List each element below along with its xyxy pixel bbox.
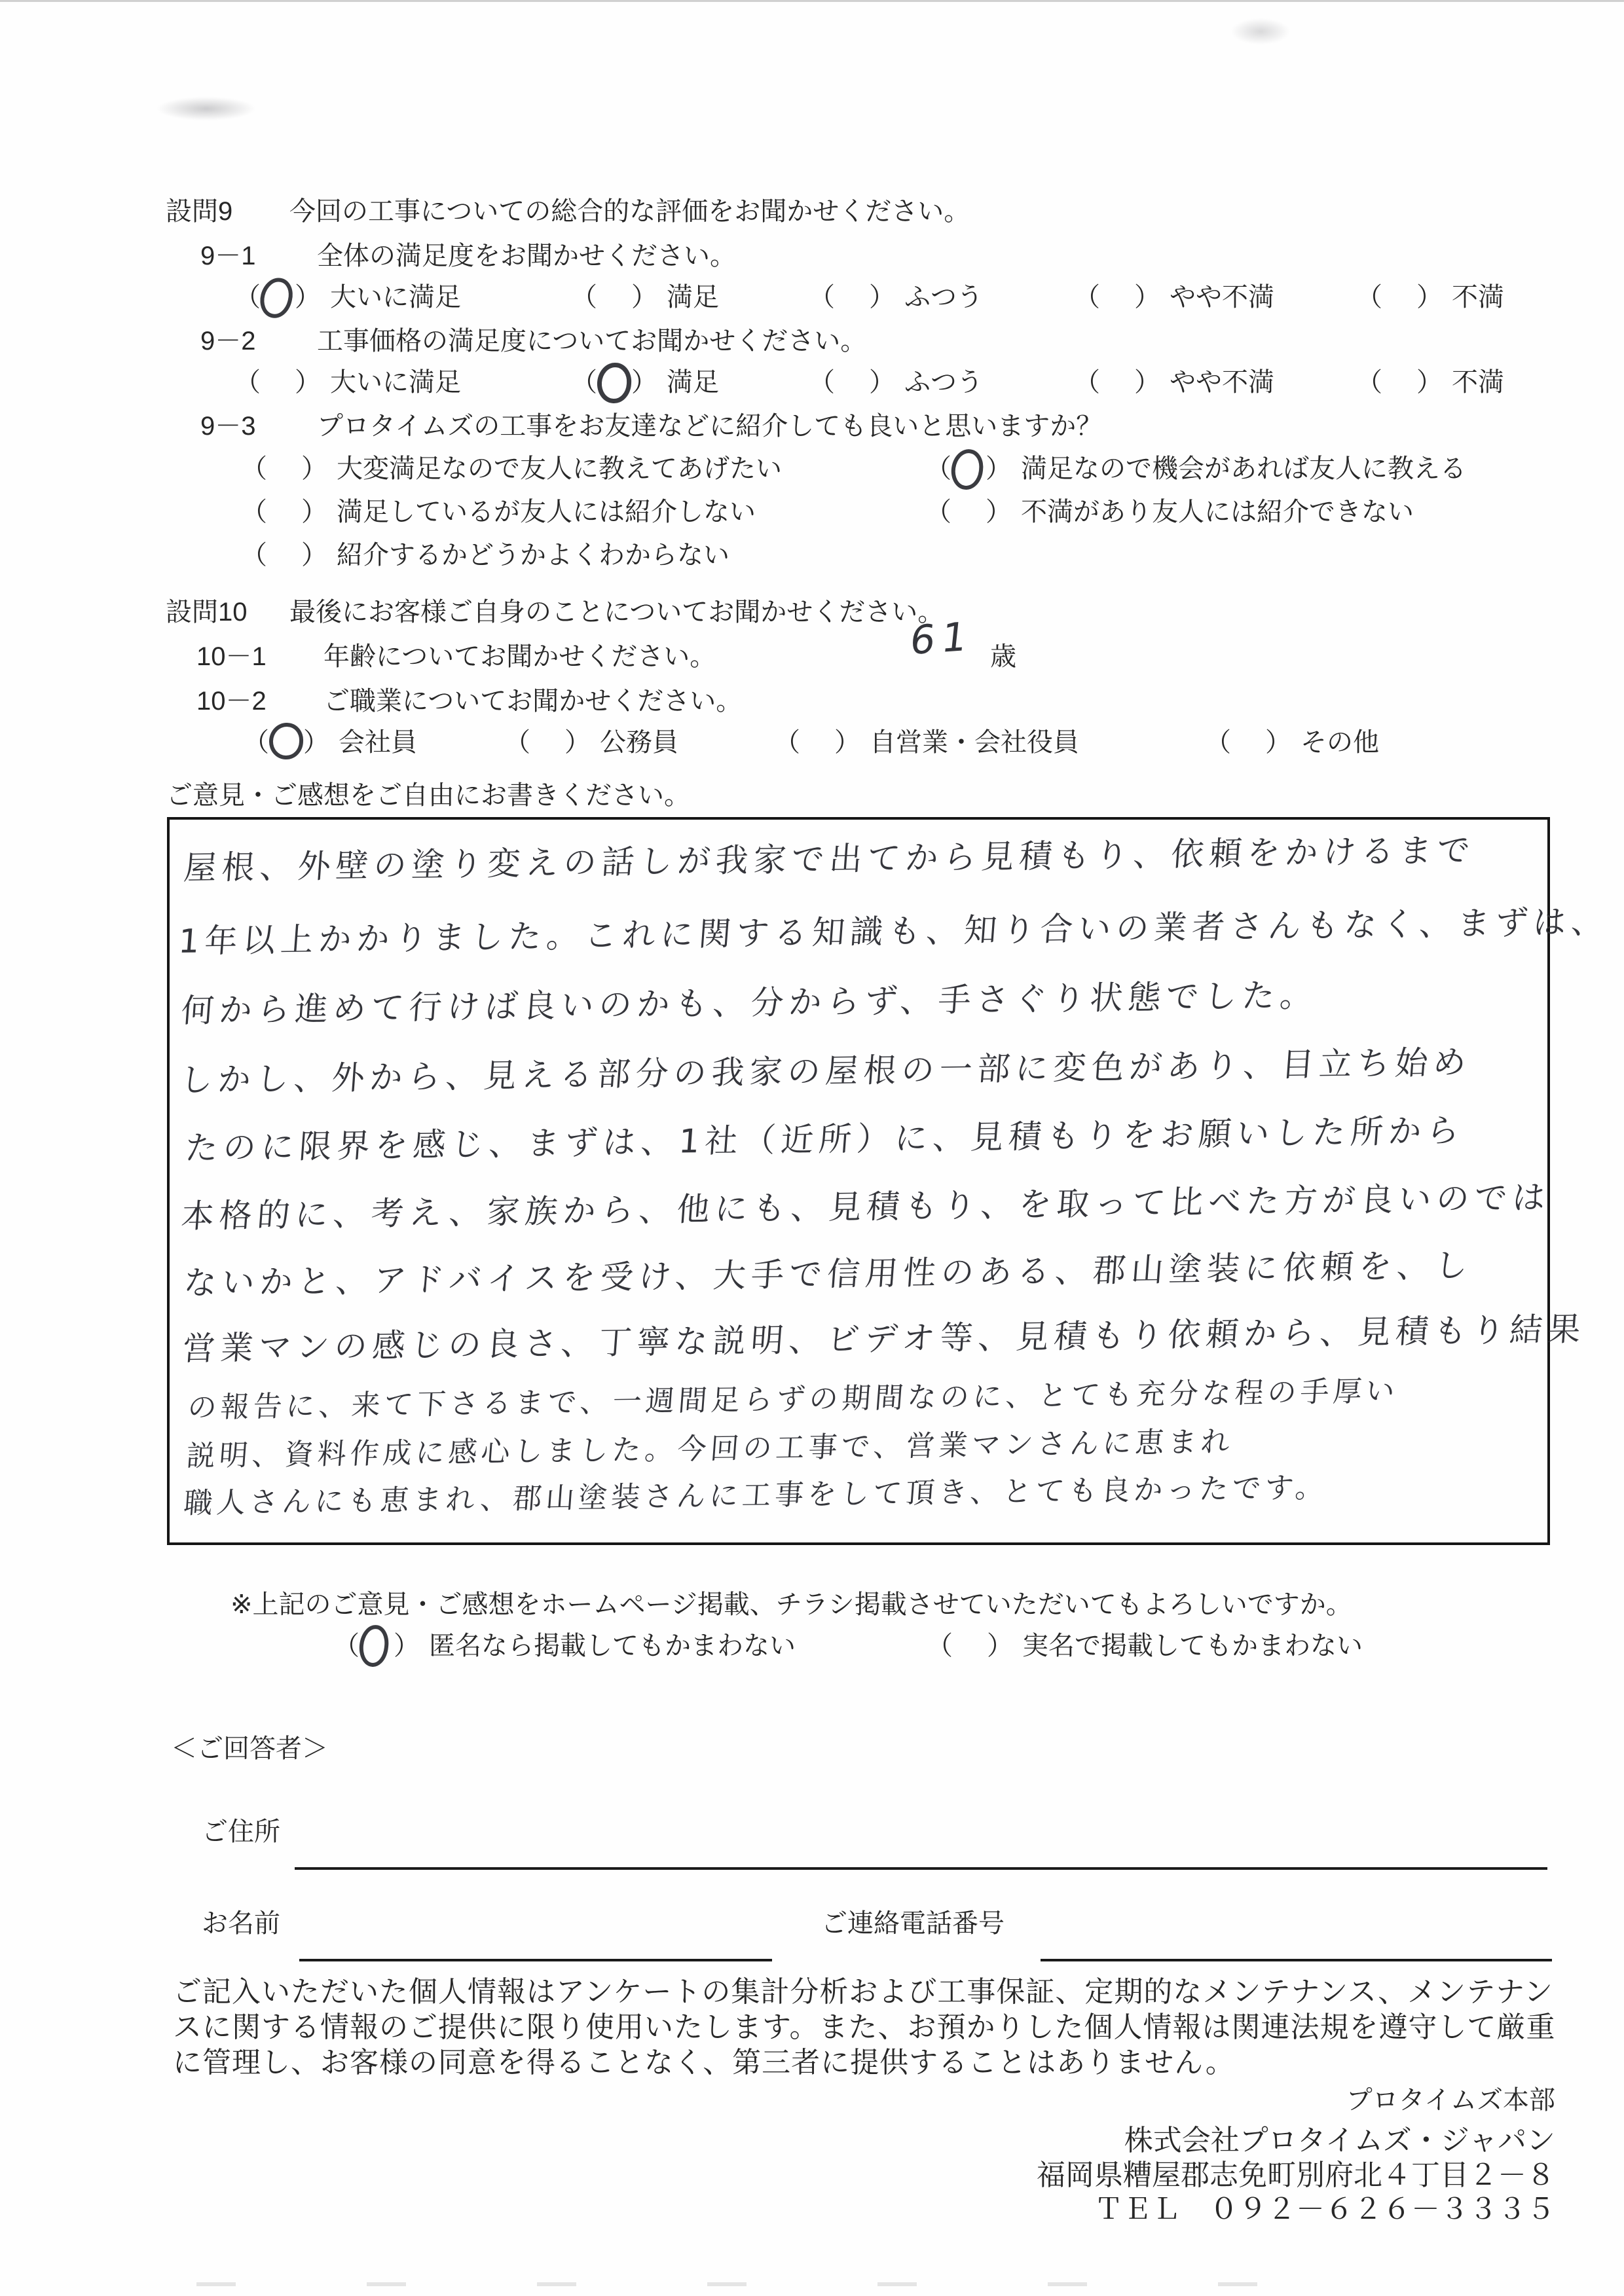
answer-slot <box>267 542 301 570</box>
paren-close: ） <box>303 728 329 757</box>
paren-close: ） <box>834 728 860 757</box>
option-label: 紹介するかどうかよくわからない <box>337 541 729 570</box>
paren-close: ） <box>631 368 657 397</box>
address-label: ご住所 <box>202 1817 280 1846</box>
answer-slot <box>261 284 295 312</box>
option-label: 会社員 <box>339 728 417 757</box>
option-label: 匿名なら掲載してもかまわない <box>429 1631 796 1660</box>
option-label: 満足なので機会があれば友人に教える <box>1021 454 1466 483</box>
q10-number: 設問10 <box>166 598 248 627</box>
handwritten-circle-mark <box>268 722 304 760</box>
paren-open: （ <box>1205 728 1231 757</box>
privacy-text-line: ご記入いただいた個人情報はアンケートの集計分析および工事保証、定期的なメンテナンス、メンテナン <box>173 1976 1553 2008</box>
paren-close: ） <box>986 498 1012 526</box>
option-label: 大変満足なので友人に教えてあげたい <box>337 454 782 483</box>
paren-close: ） <box>301 454 327 483</box>
handwritten-comment-line: の報告に、来て下さるまで、一週間足らずの期間なのに、とても充分な程の手厚い <box>186 1374 1400 1425</box>
paren-close: ） <box>631 283 657 312</box>
comment-box <box>167 817 1611 1545</box>
publish-consent-note: ※上記のご意見・ご感想をホームページ掲載、チラシ掲載させていただいてもよろしいですか。 <box>231 1590 1352 1619</box>
paren-open: （ <box>504 728 530 757</box>
handwritten-comment-line: しかし、外から、見える部分の我家の屋根の一部に変色があり、目立ち始め <box>178 1043 1473 1100</box>
paren-close: ） <box>986 454 1012 483</box>
handwritten-comment-line: 説明、資料作成に感心しました。今回の工事で、営業マンさんに恵まれ <box>185 1425 1235 1474</box>
answer-slot <box>360 1633 394 1660</box>
paren-open: （ <box>234 283 261 312</box>
opt-q91-somewhat-dissatisfied <box>1074 283 1274 312</box>
option-label: 不満があり友人には紹介できない <box>1021 498 1414 526</box>
option-label: ふつう <box>904 368 983 397</box>
handwritten-comment-line: ないかと、アドバイスを受け、大手で信用性のある、郡山塗装に依頼を、し <box>182 1246 1475 1303</box>
opt-q93-dissatisfied-no-referral <box>925 498 1414 526</box>
paren-open: （ <box>1074 283 1100 312</box>
handwritten-comment-line: 職人さんにも恵まれ、郡山塗装さんに工事をして頂き、とても良かったです。 <box>182 1470 1329 1521</box>
paren-open: （ <box>809 368 835 397</box>
answer-slot <box>951 499 986 526</box>
scan-artifact <box>1231 18 1290 45</box>
paren-open: （ <box>234 368 261 397</box>
answer-slot <box>835 284 869 312</box>
opt-q91-dissatisfied <box>1356 283 1504 312</box>
footer-dept: プロタイムズ本部 <box>1346 2086 1555 2115</box>
q9-3-number: 9－3 <box>200 412 256 441</box>
option-label: やや不満 <box>1170 368 1274 397</box>
opt-q92-normal <box>809 368 983 397</box>
handwritten-comment-line: 何から進めて行けば良いのかも、分からず、手さぐり状態でした。 <box>179 975 1320 1030</box>
opt-q93-not-sure <box>241 541 729 570</box>
option-label: やや不満 <box>1170 283 1274 312</box>
option-label: 大いに満足 <box>330 368 461 397</box>
handwritten-comment-line: 本格的に、考え、家族から、他にも、見積もり、を取って比べた方が良いのでは <box>179 1178 1552 1236</box>
answer-slot <box>530 729 564 757</box>
paren-open: （ <box>1074 368 1100 397</box>
paren-close: ） <box>987 1631 1013 1660</box>
handwritten-comment-line: 屋根、外壁の塗り変えの話しが我家で出てから見積もり、依頼をかけるまで <box>182 831 1477 888</box>
answer-slot <box>1231 729 1265 757</box>
opt-q102-public-servant <box>504 728 678 757</box>
scan-artifact <box>157 97 255 120</box>
footer-company: 株式会社プロタイムズ・ジャパン <box>1124 2124 1555 2157</box>
opt-q92-somewhat-dissatisfied <box>1074 368 1274 397</box>
handwritten-circle-mark <box>358 1624 390 1668</box>
paren-close: ） <box>295 283 321 312</box>
opt-q92-very-satisfied <box>234 368 461 397</box>
paren-close: ） <box>1265 728 1291 757</box>
answer-slot <box>597 369 631 397</box>
paren-open: （ <box>571 368 597 397</box>
q10-1-title: 年齢についてお聞かせください。 <box>323 642 716 671</box>
opt-q93-tell-friends <box>241 454 782 483</box>
opt-q91-satisfied <box>571 283 719 312</box>
handwritten-circle-mark <box>596 361 633 404</box>
q9-2-title: 工事価格の満足度についてお聞かせください。 <box>317 327 867 355</box>
opt-q92-dissatisfied <box>1356 368 1504 397</box>
paren-open: （ <box>927 1631 953 1660</box>
option-label: 自営業・会社役員 <box>870 728 1079 757</box>
opt-q102-company-employee <box>243 728 417 757</box>
privacy-text-line: に管理し、お客様の同意を得ることなく、第三者に提供することはありません。 <box>173 2047 1235 2079</box>
answer-slot <box>951 456 986 483</box>
option-label: 公務員 <box>600 728 678 757</box>
opt-q93-tell-if-chance <box>925 454 1466 483</box>
phone-label: ご連絡電話番号 <box>821 1909 1005 1938</box>
age-unit-label: 歳 <box>990 642 1016 671</box>
q9-number: 設問9 <box>166 197 233 226</box>
handwritten-circle-mark <box>256 274 297 321</box>
opt-q91-very-satisfied <box>234 283 461 312</box>
paren-close: ） <box>301 498 327 526</box>
q9-3-title: プロタイムズの工事をお友達などに紹介しても良いと思いますか？ <box>317 412 1103 441</box>
q9-heading: 今回の工事についての総合的な評価をお聞かせください。 <box>289 197 970 226</box>
paren-open: （ <box>1356 283 1382 312</box>
opt-q91-normal <box>809 283 983 312</box>
option-label: 不満 <box>1452 283 1504 312</box>
handwritten-age-value: 61 <box>908 613 976 665</box>
option-label: 満足 <box>667 368 719 397</box>
answer-slot <box>267 456 301 483</box>
answer-slot <box>267 499 301 526</box>
paren-close: ） <box>1134 283 1160 312</box>
paren-close: ） <box>295 368 321 397</box>
scan-artifact <box>196 2282 1375 2286</box>
answer-slot <box>269 729 303 757</box>
answer-slot <box>1382 369 1416 397</box>
option-label: 大いに満足 <box>330 283 461 312</box>
paren-close: ） <box>564 728 591 757</box>
opt-q102-other <box>1205 728 1379 757</box>
footer-address: 福岡県糟屋郡志免町別府北４丁目２－８ <box>1037 2159 1555 2191</box>
opt-q93-satisfied-no-referral <box>241 498 756 526</box>
opt-publish-real-name <box>927 1631 1363 1660</box>
name-label: お名前 <box>202 1909 280 1938</box>
handwritten-circle-mark <box>949 447 986 492</box>
option-label: 実名で掲載してもかまわない <box>1022 1631 1363 1660</box>
paren-close: ） <box>1134 368 1160 397</box>
respondent-header: ＜ご回答者＞ <box>171 1734 328 1763</box>
footer-tel: ＴＥＬ ０９２－６２６－３３３５ <box>1094 2193 1555 2225</box>
q10-2-number: 10－2 <box>196 687 267 716</box>
paren-open: （ <box>243 728 269 757</box>
q10-heading: 最後にお客様ご自身のことについてお聞かせください。 <box>289 598 944 627</box>
paren-close: ） <box>394 1631 420 1660</box>
answer-slot <box>800 729 834 757</box>
paren-open: （ <box>241 454 267 483</box>
q9-1-title: 全体の満足度をお聞かせください。 <box>317 242 736 270</box>
comment-prompt: ご意見・ご感想をご自由にお書きください。 <box>166 781 690 810</box>
option-label: 満足しているが友人には紹介しない <box>337 498 756 526</box>
scan-artifact <box>0 0 1624 2</box>
answer-slot <box>1100 284 1134 312</box>
paren-close: ） <box>1416 283 1443 312</box>
q9-1-number: 9－1 <box>200 242 256 270</box>
name-write-line <box>299 1959 772 1961</box>
address-write-line <box>295 1867 1547 1870</box>
paren-open: （ <box>241 541 267 570</box>
paren-open: （ <box>925 454 951 483</box>
privacy-text-line: スに関する情報のご提供に限り使用いたします。また、お預かりした個人情報は関連法規を遵守して厳重 <box>173 2011 1556 2043</box>
opt-q102-self-employed <box>774 728 1079 757</box>
answer-slot <box>261 369 295 397</box>
q10-1-number: 10－1 <box>196 642 267 671</box>
q10-2-title: ご職業についてお聞かせください。 <box>323 687 743 716</box>
opt-q92-satisfied <box>571 368 719 397</box>
paren-open: （ <box>925 498 951 526</box>
option-label: 満足 <box>667 283 719 312</box>
answer-slot <box>835 369 869 397</box>
paren-open: （ <box>571 283 597 312</box>
paren-open: （ <box>774 728 800 757</box>
paren-close: ） <box>869 368 895 397</box>
paren-open: （ <box>809 283 835 312</box>
handwritten-comment-line: 1年以上かかりました。これに関する知識も、知り合いの業者さんもなく、まずは、 <box>177 902 1611 961</box>
handwritten-comment-line: たのに限界を感じ、まずは、1社（近所）に、見積もりをお願いした所から <box>183 1111 1466 1168</box>
option-label: 不満 <box>1452 368 1504 397</box>
option-label: ふつう <box>904 283 983 312</box>
opt-publish-anonymous <box>333 1631 796 1660</box>
paren-open: （ <box>1356 368 1382 397</box>
answer-slot <box>953 1633 987 1660</box>
paren-close: ） <box>1416 368 1443 397</box>
paren-close: ） <box>301 541 327 570</box>
answer-slot <box>1382 284 1416 312</box>
handwritten-comment-line: 営業マンの感じの良さ、丁寧な説明、ビデオ等、見積もり依頼から、見積もり結果 <box>181 1310 1587 1368</box>
phone-write-line <box>1041 1959 1552 1961</box>
paren-open: （ <box>241 498 267 526</box>
paren-open: （ <box>333 1631 360 1660</box>
answer-slot <box>1100 369 1134 397</box>
option-label: その他 <box>1301 728 1379 757</box>
answer-slot <box>597 284 631 312</box>
q9-2-number: 9－2 <box>200 327 256 355</box>
paren-close: ） <box>869 283 895 312</box>
